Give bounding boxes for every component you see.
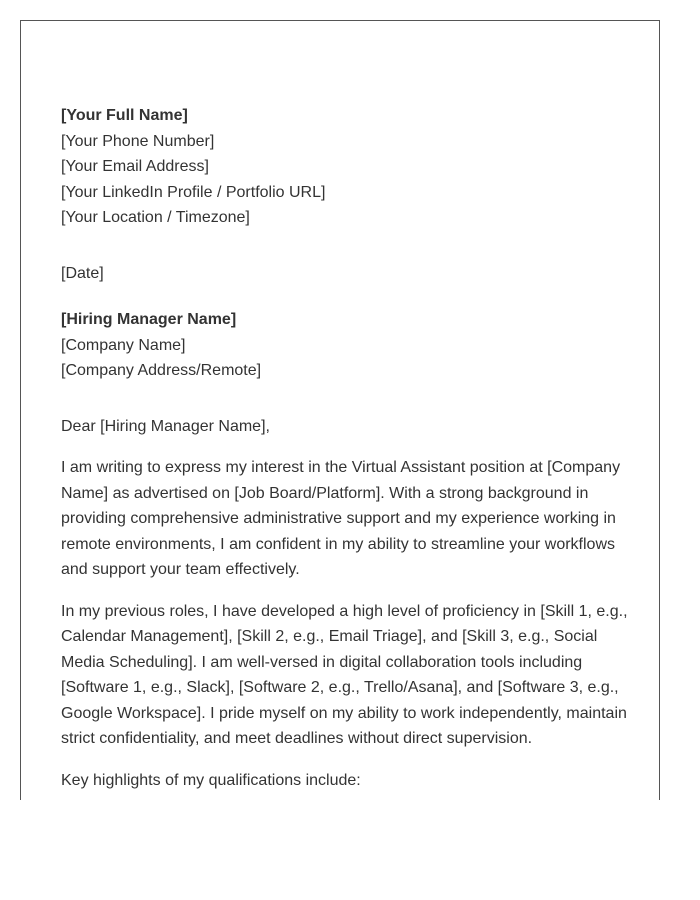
- recipient-address: [Company Address/Remote]: [61, 362, 262, 379]
- sender-location: [Your Location / Timezone]: [61, 209, 250, 226]
- recipient-block: [61, 307, 629, 384]
- date-block: [61, 261, 629, 287]
- sender-name: [Your Full Name]: [61, 107, 188, 124]
- sender-block: [61, 103, 629, 231]
- salutation: Dear [Hiring Manager Name],: [61, 417, 270, 435]
- letter-date: [Date]: [61, 265, 104, 282]
- letter-content: [61, 103, 629, 793]
- sender-phone: [Your Phone Number]: [61, 132, 215, 150]
- recipient-name: [Hiring Manager Name]: [61, 311, 237, 328]
- body-paragraph-1: I am writing to express my interest in the Virtual Assistant position at [Company Name] as advertised on [Job Board/Platform]. With a strong background in providing comprehensive administrative support and my experience working in remote environments, I am confident in my ability to streamline your workflows and support your team effectively.: [61, 459, 621, 578]
- letter-page: [20, 20, 660, 800]
- sender-email: [Your Email Address]: [61, 158, 209, 175]
- body-paragraph-2: In my previous roles, I have developed a high level of proficiency in [Skill 1, e.g., Calendar Management], [Skill 2, e.g., Email Triage], and [Skill 3, e.g., Social Media Scheduling]. I am well-versed in digital collaboration tools including [Software 1, e.g., Slack], [Software 2, e.g., Trello/Asana], and [Software 3, e.g., Google Workspace]. I pride myself on my ability to work independently, maintain strict confidentiality, and meet deadlines without direct supervision.: [61, 602, 628, 747]
- body-paragraph-3: Key highlights of my qualifications include:: [61, 771, 361, 789]
- sender-linkedin: [Your LinkedIn Profile / Portfolio URL]: [61, 183, 326, 201]
- recipient-company: [Company Name]: [61, 336, 186, 354]
